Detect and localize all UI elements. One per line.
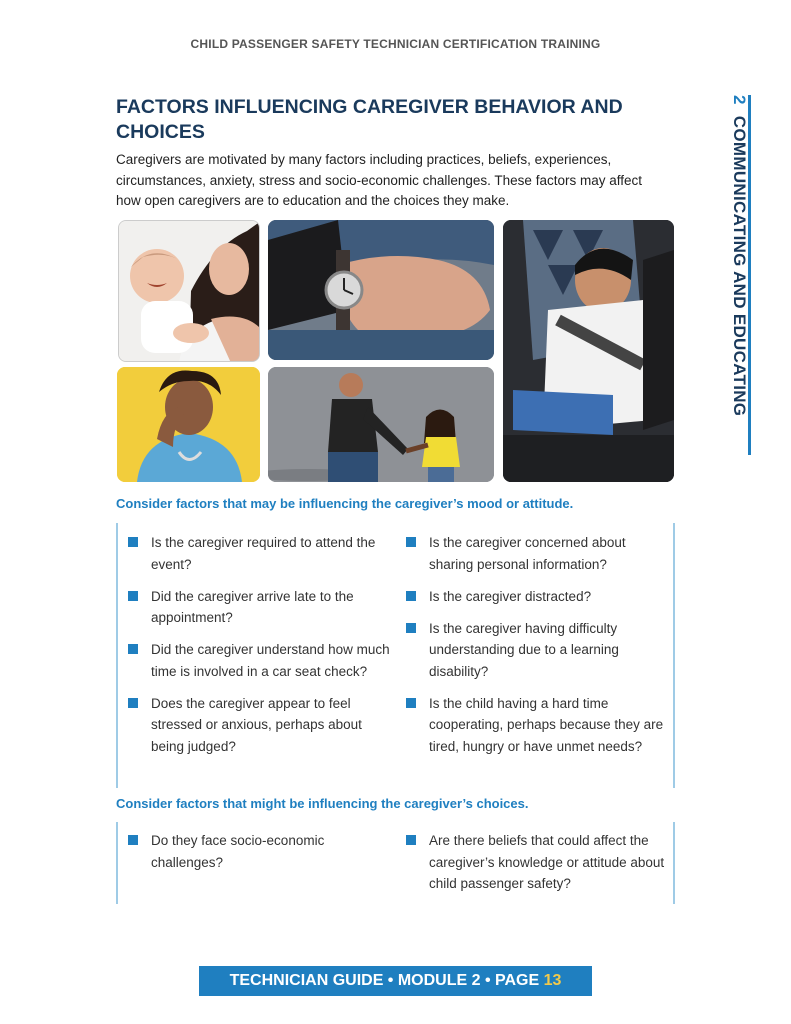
chapter-title: COMMUNICATING AND EDUCATING bbox=[730, 115, 749, 417]
list-item: Is the caregiver required to attend the event? bbox=[128, 532, 393, 575]
chapter-side-tab bbox=[723, 95, 749, 455]
choices-factors-left-list bbox=[128, 830, 393, 884]
choices-factors-box bbox=[116, 822, 675, 904]
square-bullet-icon bbox=[128, 698, 138, 708]
list-item: Did the caregiver arrive late to the appointment? bbox=[128, 586, 393, 629]
square-bullet-icon bbox=[406, 537, 416, 547]
photo-crying-baby-with-mother bbox=[118, 220, 260, 362]
page-footer bbox=[199, 966, 592, 996]
page-number: 13 bbox=[543, 972, 562, 989]
photo-boy-in-booster-seat bbox=[503, 220, 674, 482]
list-item: Are there beliefs that could affect the caregiver’s knowledge or attitude about child passenger safety? bbox=[406, 830, 668, 895]
photo-parent-on-phone-with-child bbox=[268, 367, 494, 482]
list-item: Do they face socio-economic challenges? bbox=[128, 830, 393, 873]
square-bullet-icon bbox=[128, 537, 138, 547]
square-bullet-icon bbox=[128, 644, 138, 654]
square-bullet-icon bbox=[406, 698, 416, 708]
chapter-number: 2 bbox=[730, 95, 749, 105]
square-bullet-icon bbox=[128, 591, 138, 601]
list-item: Is the child having a hard time cooperating, perhaps because they are tired, hungry or have unmet needs? bbox=[406, 693, 668, 758]
square-bullet-icon bbox=[406, 623, 416, 633]
choices-section-heading: Consider factors that might be influencing the caregiver’s choices. bbox=[116, 796, 529, 811]
running-header: CHILD PASSENGER SAFETY TECHNICIAN CERTIFICATION TRAINING bbox=[190, 37, 601, 51]
footer-label: TECHNICIAN GUIDE • MODULE 2 • PAGE bbox=[229, 972, 544, 989]
list-item: Did the caregiver understand how much time is involved in a car seat check? bbox=[128, 639, 393, 682]
list-item: Does the caregiver appear to feel stressed or anxious, perhaps about being judged? bbox=[128, 693, 393, 758]
list-item: Is the caregiver distracted? bbox=[406, 586, 668, 608]
square-bullet-icon bbox=[406, 591, 416, 601]
mood-factors-left-list bbox=[128, 532, 393, 768]
mood-factors-box bbox=[116, 523, 675, 788]
square-bullet-icon bbox=[406, 835, 416, 845]
intro-paragraph: Caregivers are motivated by many factors including practices, beliefs, experiences, circumstances, anxiety, stress and socio-economic challenges. These factors may affect how open caregivers are to education and the choices they make. bbox=[116, 152, 642, 208]
list-item: Is the caregiver concerned about sharing personal information? bbox=[406, 532, 668, 575]
square-bullet-icon bbox=[128, 835, 138, 845]
mood-factors-right-list bbox=[406, 532, 668, 768]
photo-wristwatch bbox=[268, 220, 494, 360]
page-title: FACTORS INFLUENCING CAREGIVER BEHAVIOR AND CHOICES bbox=[116, 96, 623, 143]
photo-stressed-nurse bbox=[117, 367, 260, 482]
mood-section-heading: Consider factors that may be influencing the caregiver’s mood or attitude. bbox=[116, 496, 574, 511]
choices-factors-right-list bbox=[406, 830, 668, 905]
list-item: Is the caregiver having difficulty understanding due to a learning disability? bbox=[406, 618, 668, 683]
